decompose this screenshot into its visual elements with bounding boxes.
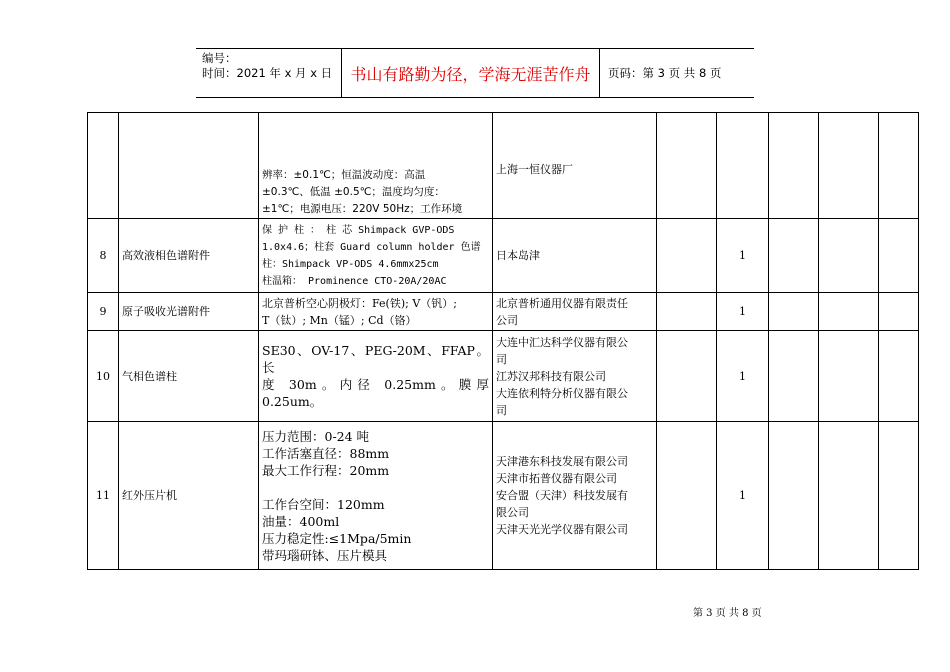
spec-line: 1.0x4.6；柱套 Guard column holder 色谱 (262, 241, 481, 253)
header-motto: 书山有路勤为径，学海无涯苦作舟 (342, 49, 600, 97)
empty-cell (879, 293, 919, 331)
maker-line: 安合盟（天津）科技发展有 (496, 489, 628, 502)
table-row (88, 422, 919, 570)
spec-line: 北京普析空心阴极灯：Fe(铁); V（钒）; (262, 296, 457, 310)
empty-cell (769, 422, 819, 570)
maker-line: 司 (496, 403, 507, 417)
spec-line: 柱温箱： Prominence CTO-20A/20AC (262, 275, 447, 287)
empty-cell (879, 422, 919, 570)
table-row (88, 113, 919, 219)
empty-cell (819, 219, 879, 293)
row-spec (259, 422, 493, 570)
maker-line: 北京普析通用仪器有限责任 (496, 296, 628, 310)
empty-cell (879, 113, 919, 219)
row-number: 9 (88, 293, 119, 331)
empty-cell (819, 331, 879, 422)
maker-line: 限公司 (496, 506, 529, 519)
spec-line: 辨率：±0.1℃；恒温波动度：高温 (262, 169, 426, 181)
row-maker (493, 113, 657, 219)
empty-cell (819, 293, 879, 331)
row-maker (493, 331, 657, 422)
maker-line: 天津市拓普仪器有限公司 (496, 472, 617, 485)
row-name: 气相色谱柱 (119, 331, 259, 422)
spec-line: ±0.3℃、低温 ±0.5℃；温度均匀度： (262, 186, 445, 198)
row-maker (493, 219, 657, 293)
empty-cell (657, 219, 717, 293)
spec-line: 工作台空间：120mm (262, 496, 385, 512)
maker-line: 上海一恒仪器厂 (496, 163, 573, 176)
spec-line: SE30、OV-17、PEG-20M、FFAP。长 (262, 343, 489, 375)
spec-line: 压力范围：0-24 吨 (262, 428, 370, 444)
spec-line: 柱：Shimpack VP-ODS 4.6mmx25cm (262, 258, 439, 270)
empty-cell (657, 422, 717, 570)
table-row (88, 293, 919, 331)
empty-cell (657, 113, 717, 219)
maker-line: 天津天光光学仪器有限公司 (496, 523, 628, 536)
row-qty: 1 (717, 293, 769, 331)
spec-line: 压力稳定性:≤1Mpa/5min (262, 530, 412, 546)
table-row (88, 219, 919, 293)
header-page-label: 页码：第 3 页 共 8 页 (608, 66, 722, 80)
row-qty: 1 (717, 219, 769, 293)
maker-line: 日本岛津 (496, 249, 540, 262)
maker-line: 公司 (496, 313, 518, 327)
empty-cell (819, 422, 879, 570)
maker-line: 大连依利特分析仪器有限公 (496, 386, 628, 400)
empty-cell (879, 219, 919, 293)
row-spec (259, 293, 493, 331)
maker-line: 江苏汉邦科技有限公司 (496, 369, 606, 383)
spec-line: 油量：400ml (262, 513, 340, 529)
empty-cell (769, 113, 819, 219)
empty-cell (879, 331, 919, 422)
row-spec (259, 113, 493, 219)
empty-cell (769, 331, 819, 422)
spec-line: 带玛瑙研钵、压片模具 (262, 547, 388, 563)
empty-cell (769, 293, 819, 331)
row-number: 8 (88, 219, 119, 293)
row-name (119, 113, 259, 219)
row-name: 原子吸收光谱附件 (119, 293, 259, 331)
spec-line: 保 护 柱 ： 柱 芯 Shimpack GVP-ODS (262, 224, 455, 236)
empty-cell (657, 293, 717, 331)
equipment-table (87, 112, 919, 570)
empty-cell (769, 219, 819, 293)
time-label: 时间：2021 年 x 月 x 日 (202, 66, 333, 80)
number-label: 编号： (202, 51, 237, 65)
table-row (88, 331, 919, 422)
page-header (196, 48, 754, 98)
row-qty: 1 (717, 331, 769, 422)
empty-cell (819, 113, 879, 219)
row-qty: 1 (717, 422, 769, 570)
row-number (88, 113, 119, 219)
row-maker (493, 422, 657, 570)
spec-line: 度 30m。内径 0.25mm。膜厚 0.25um。 (262, 377, 489, 409)
maker-line: 司 (496, 352, 507, 366)
maker-line: 天津港东科技发展有限公司 (496, 455, 628, 468)
spec-line: T（钛）; Mn（锰）; Cd（铬） (262, 313, 417, 327)
row-name: 红外压片机 (119, 422, 259, 570)
row-spec (259, 331, 493, 422)
maker-line: 大连中汇达科学仪器有限公 (496, 335, 628, 349)
row-number: 10 (88, 331, 119, 422)
row-name: 高效液相色谱附件 (119, 219, 259, 293)
row-qty (717, 113, 769, 219)
page-footer: 第 3 页 共 8 页 (693, 608, 762, 619)
row-spec (259, 219, 493, 293)
row-number: 11 (88, 422, 119, 570)
header-info (196, 49, 342, 97)
spec-line: 最大工作行程：20mm (262, 462, 390, 478)
spec-line (262, 479, 489, 496)
spec-line: 工作活塞直径：88mm (262, 445, 390, 461)
row-maker (493, 293, 657, 331)
spec-line: ±1℃；电源电压：220V 50Hz；工作环境 (262, 203, 463, 215)
empty-cell (657, 331, 717, 422)
